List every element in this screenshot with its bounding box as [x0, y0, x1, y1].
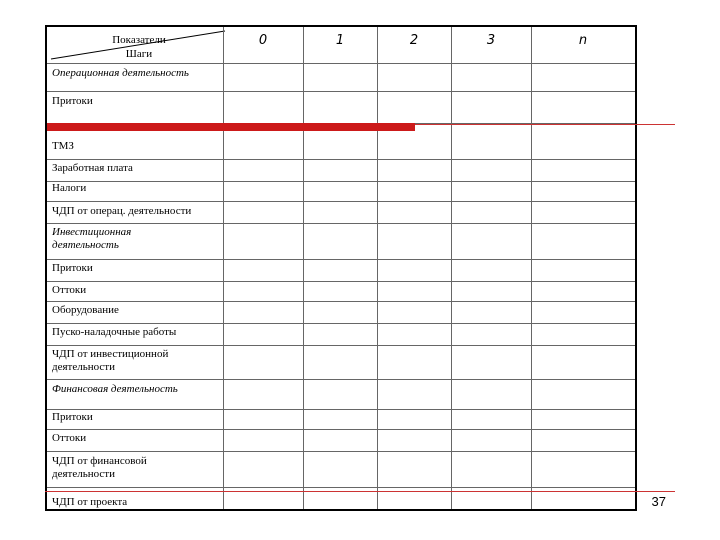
row-divider [47, 159, 635, 160]
column-divider [531, 27, 532, 509]
row-divider [47, 63, 635, 64]
row-label: Операционная деятельность [52, 67, 189, 79]
column-header-3: 3 [486, 33, 496, 48]
row-label: Притоки [52, 262, 93, 274]
row-label: Инвестиционная деятельность [52, 226, 132, 251]
row-divider [47, 323, 635, 324]
row-divider [47, 91, 635, 92]
row-divider [47, 223, 635, 224]
row-divider [47, 181, 635, 182]
row-label: ЧДП от финансовой деятельности [52, 455, 147, 480]
row-label: Притоки [52, 411, 93, 423]
row-label: ЧДП от инвестиционной деятельности [52, 348, 169, 373]
row-label: ЧДП от проекта [52, 496, 128, 508]
row-divider [47, 301, 635, 302]
column-header-0: 0 [258, 33, 268, 48]
row-divider [47, 409, 635, 410]
row-divider [47, 201, 635, 202]
red-footer-line [45, 491, 675, 492]
row-divider [47, 451, 635, 452]
row-label: Финансовая деятельность [52, 383, 178, 395]
row-divider [47, 259, 635, 260]
row-label: Оборудование [52, 304, 119, 316]
row-label: Притоки [52, 95, 93, 107]
red-divider-line [415, 124, 675, 125]
column-divider [303, 27, 304, 509]
row-label: ТМЗ [52, 140, 74, 152]
column-header-1: 1 [335, 33, 345, 48]
steps-label: Шаги [125, 48, 153, 60]
page-number: 37 [651, 494, 666, 509]
column-header-2: 2 [409, 33, 419, 48]
row-divider [47, 379, 635, 380]
row-label: Пуско-наладочные работы [52, 326, 177, 338]
column-header-4: n [578, 33, 588, 48]
row-divider [47, 429, 635, 430]
indicators-label: Показатели [112, 34, 166, 46]
column-divider [377, 27, 378, 509]
row-label: ЧДП от операц. деятельности [52, 205, 192, 217]
row-divider [47, 281, 635, 282]
row-label: Оттоки [52, 432, 87, 444]
row-divider [47, 345, 635, 346]
red-highlight-bar [47, 123, 415, 131]
row-label: Оттоки [52, 284, 87, 296]
row-divider [47, 487, 635, 488]
column-divider [223, 27, 224, 509]
row-label: Заработная плата [52, 162, 133, 174]
column-divider [451, 27, 452, 509]
row-label: Налоги [52, 182, 87, 194]
header-cell-text [99, 33, 179, 61]
cash-flow-table [45, 25, 637, 511]
